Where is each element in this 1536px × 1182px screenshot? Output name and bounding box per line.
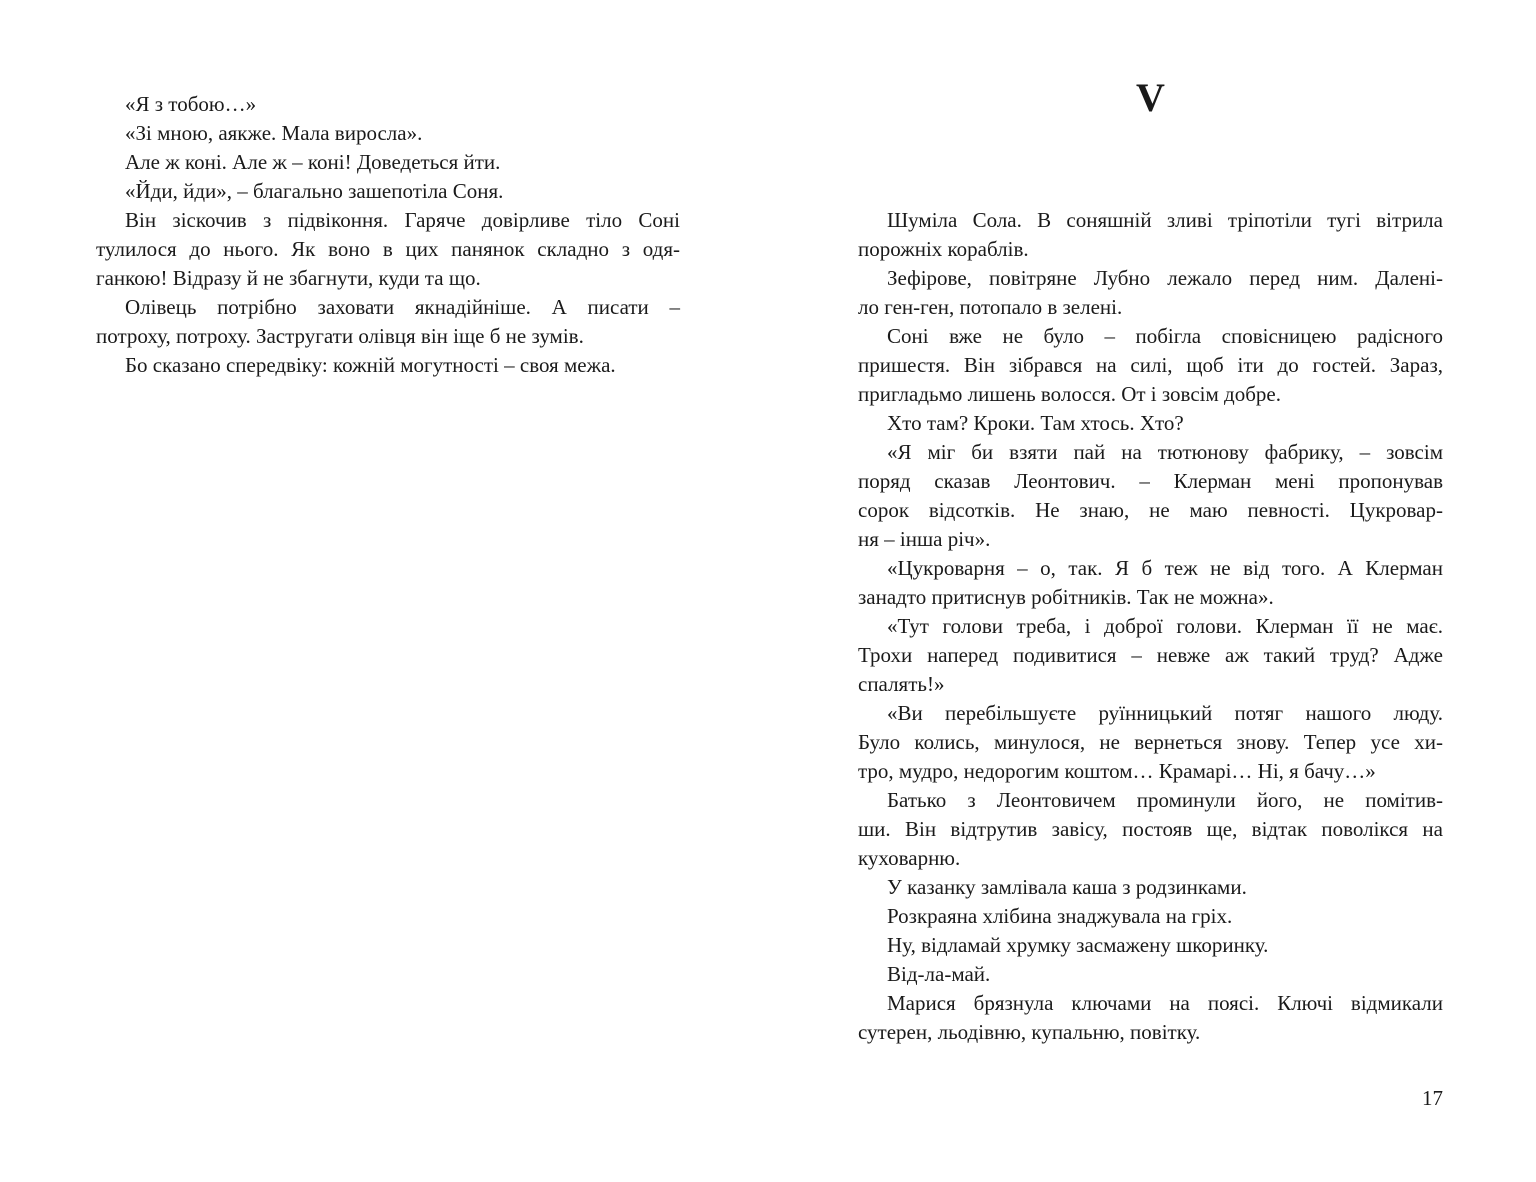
text-line: «Я з тобою…» (125, 92, 257, 116)
text-line: пригладьмо лишень волосся. От і зовсім добре. (858, 382, 1281, 406)
text-line: Бо сказано спередвіку: кожній могутності – своя межа. (125, 353, 616, 377)
text-line: Соні вже не було – побігла сповісницею радісного (887, 324, 1443, 348)
text-line: Але ж коні. Але ж – коні! Доведеться йти. (125, 150, 501, 174)
text-line: тро, мудро, недорогим коштом… Крамарі… Ні, я бачу…» (858, 759, 1376, 783)
text-line: ня – інша річ». (858, 527, 991, 551)
left-page-text (96, 90, 680, 380)
text-line: Він зіскочив з підвіконня. Гаряче довірливе тіло Соні (125, 208, 680, 232)
text-line: занадто притиснув робітників. Так не можна». (858, 585, 1274, 609)
text-line: Шуміла Сола. В соняшній зливі тріпотіли тугі вітрила (887, 208, 1443, 232)
page-number: 17 (1422, 1086, 1443, 1110)
text-line: Хто там? Кроки. Там хтось. Хто? (887, 411, 1184, 435)
text-line: Олівець потрібно заховати якнадійніше. А писати – (125, 295, 680, 319)
text-line: «Йди, йди», – благально зашепотіла Соня. (125, 179, 504, 203)
text-line: куховарню. (858, 846, 961, 870)
text-line: порожніх кораблів. (858, 237, 1029, 261)
text-line: Трохи наперед подивитися – невже аж такий труд? Адже (858, 643, 1443, 667)
text-line: «Цукроварня – о, так. Я б теж не від того. А Клерман (887, 556, 1443, 580)
text-line: ло ген-ген, потопало в зелені. (858, 295, 1123, 319)
text-line: «Тут голови треба, і доброї голови. Клерман її не має. (887, 614, 1443, 638)
text-line: пришестя. Він зібрався на силі, щоб іти до гостей. Зараз, (858, 353, 1443, 377)
text-line: Марися брязнула ключами на поясі. Ключі відмикали (887, 991, 1443, 1015)
text-line: спалять!» (858, 672, 945, 696)
text-line: тулилося до нього. Як воно в цих панянок складно з одя- (96, 237, 680, 261)
text-line: поряд сказав Леонтович. – Клерман мені пропонував (858, 469, 1443, 493)
text-line: Було колись, минулося, не вернеться знову. Тепер усе хи- (858, 730, 1443, 754)
text-line: У казанку замлівала каша з родзинками. (887, 875, 1247, 899)
left-page (96, 0, 680, 1182)
text-line: Розкраяна хлібина знаджувала на гріх. (887, 904, 1233, 928)
text-line: «Я міг би взяти пай на тютюнову фабрику, – зовсім (887, 440, 1443, 464)
text-line: сутерен, льодівню, купальню, повітку. (858, 1020, 1201, 1044)
right-page (858, 0, 1443, 1182)
text-line: Зефірове, повітряне Лубно лежало перед ним. Далені- (887, 266, 1443, 290)
text-line: ши. Він відтрутив завісу, постояв ще, відтак поволікся на (858, 817, 1443, 841)
text-line: Ну, відламай хрумку засмажену шкоринку. (887, 933, 1269, 957)
chapter-title: V (1136, 75, 1165, 120)
right-page-text (858, 206, 1443, 1047)
text-line: «Ви перебільшуєте руїнницький потяг нашого люду. (887, 701, 1443, 725)
text-line: сорок відсотків. Не знаю, не маю певності. Цукровар- (858, 498, 1443, 522)
text-line: Від-ла-май. (887, 962, 991, 986)
text-line: «Зі мною, аякже. Мала виросла». (125, 121, 423, 145)
text-line: Батько з Леонтовичем проминули його, не помітив- (887, 788, 1443, 812)
text-line: ганкою! Відразу й не збагнути, куди та що. (96, 266, 481, 290)
text-line: потроху, потроху. Застругати олівця він іще б не зумів. (96, 324, 584, 348)
